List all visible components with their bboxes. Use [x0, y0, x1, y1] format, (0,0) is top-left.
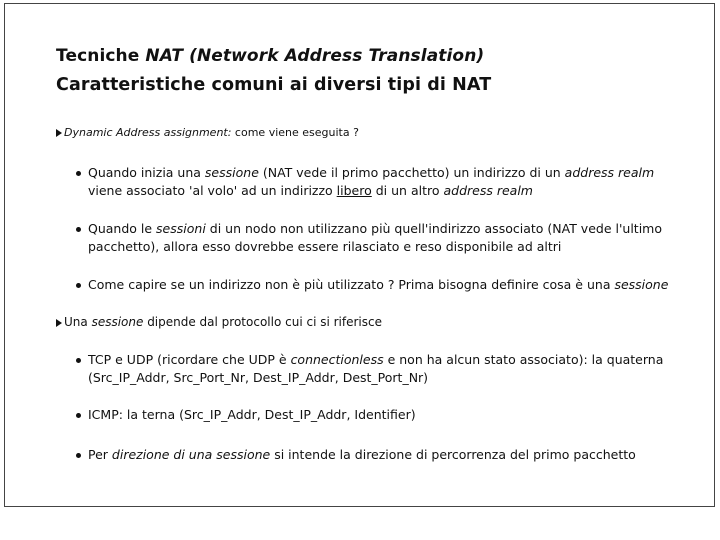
list-item	[76, 220, 676, 256]
section2-heading-prefix: Una	[64, 315, 92, 329]
item-text: di un nodo non utilizzano più quell'indirizzo associato (NAT vede l'ultimo pacchetto), allora esso dovrebbe essere rilasciato e reso disponibile ad altri	[88, 221, 662, 254]
list-item	[76, 276, 676, 294]
list-item	[76, 446, 676, 464]
bullet-dot-icon	[76, 413, 81, 418]
list-item	[76, 164, 676, 200]
section1-heading-italic: Dynamic Address assignment:	[64, 126, 232, 139]
item-text: si intende la direzione di percorrenza del primo pacchetto	[270, 447, 636, 462]
item-text: Per	[88, 447, 112, 462]
section2-heading	[56, 315, 382, 329]
section2-heading-italic: sessione	[91, 315, 144, 329]
list-item	[76, 406, 676, 424]
item-text: (NAT vede il primo pacchetto) un indirizzo di un	[258, 165, 565, 180]
arrow-bullet-icon	[56, 129, 62, 137]
section1-heading-rest: come viene eseguita ?	[231, 126, 359, 139]
title-prefix: Tecniche	[56, 46, 146, 66]
item-text-italic: sessioni	[156, 221, 206, 236]
bullet-dot-icon	[76, 283, 81, 288]
item-text: e non ha alcun stato associato): la quaterna (Src_IP_Addr, Src_Port_Nr, Dest_IP_Addr, Dest_Port_Nr)	[88, 352, 664, 385]
list-item	[76, 351, 676, 387]
section1-heading	[56, 126, 359, 139]
item-text-italic: address realm	[564, 165, 655, 180]
bullet-dot-icon	[76, 227, 81, 232]
item-text: di un altro	[371, 183, 444, 198]
bullet-dot-icon	[76, 453, 81, 458]
item-text-italic: sessione	[204, 165, 259, 180]
item-text-italic: sessione	[614, 277, 669, 292]
item-text: Quando le	[88, 221, 157, 236]
item-text-italic: address realm	[443, 183, 533, 198]
title-nat-italic: NAT (Network Address Translation)	[145, 46, 485, 66]
slide-title-line2: Caratteristiche comuni ai diversi tipi di NAT	[56, 75, 492, 95]
section2-heading-rest: dipende dal protocollo cui ci si riferisce	[143, 315, 382, 329]
bullet-dot-icon	[76, 171, 81, 176]
item-text-underlined: libero	[336, 183, 372, 198]
item-text: ICMP: la terna (Src_IP_Addr, Dest_IP_Addr, Identifier)	[88, 407, 416, 422]
item-text-italic: connectionless	[290, 352, 384, 367]
item-text: Quando inizia una	[88, 165, 205, 180]
arrow-bullet-icon	[56, 319, 62, 327]
bullet-dot-icon	[76, 358, 81, 363]
item-text: Come capire se un indirizzo non è più utilizzato ? Prima bisogna definire cosa è una	[88, 277, 615, 292]
slide-title-line1	[56, 46, 484, 66]
item-text-italic: direzione di una sessione	[111, 447, 271, 462]
item-text: viene associato 'al volo' ad un indirizzo	[88, 183, 337, 198]
item-text: TCP e UDP (ricordare che UDP è	[88, 352, 291, 367]
